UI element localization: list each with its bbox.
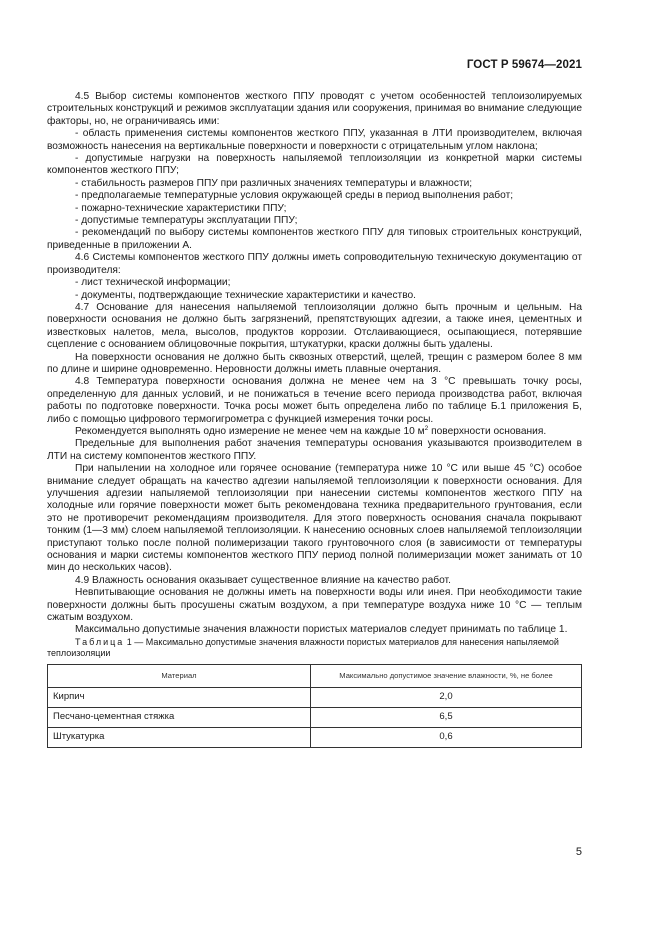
paragraph: Невпитывающие основания не должны иметь на поверхности воды или инея. При необходимости такие поверхности должны быть просушены сжатым воздухом, а при температуре воздуха ниже 10 °С — теплым сжатым воздухом. [47, 587, 582, 624]
table-header-row [48, 664, 582, 687]
material-cell: Кирпич [48, 687, 311, 707]
moisture-value-cell: 0,6 [311, 727, 582, 747]
paragraph-4-6: 4.6 Системы компонентов жесткого ППУ должны иметь сопроводительную техническую документацию от производителя: [47, 252, 582, 276]
document-body [47, 91, 582, 748]
paragraph-4-5: 4.5 Выбор системы компонентов жесткого ППУ проводят с учетом особенностей теплоизолируемых строительных конструкций и режимов эксплуатации здания или сооружения, принимая во внимание следующие факторы, но, не ограничиваясь ими: [47, 91, 582, 127]
list-item: - область применения системы компонентов жесткого ППУ, указанная в ЛТИ производителем, включая возможность нанесения на вертикальные поверхности и поверхности с отрицательным углом наклона; [47, 128, 582, 152]
table-row [48, 707, 582, 727]
list-item: - допустимые температуры эксплуатации ППУ; [75, 215, 298, 227]
paragraph-4-8: 4.8 Температура поверхности основания должна не менее чем на 3 °С превышать точку росы, определенную для данных условий, и не понижаться в течение всего периода производства работ, включая работы по подготовке поверхности. Точка росы может быть определена либо по таблице Б.1 приложения Б, либо с помощью цифрового термогигрометра с функцией измерения точки росы. [47, 376, 582, 425]
paragraph-4-7: 4.7 Основание для нанесения напыляемой теплоизоляции должно быть прочным и цельным. На поверхности основания не должно быть загрязнений, препятствующих адгезии, а также инея, цементных и известковых налетов, мела, высолов, продуктов коррозии. Отслаивающиеся, осыпающиеся, потерявшие сцепление с основанием облицовочные покрытия, штукатурки, краски должны быть удалены. [47, 301, 582, 351]
table-caption-label: Таблица [75, 636, 125, 647]
paragraph: Максимально допустимые значения влажности пористых материалов следует принимать по таблице 1. [75, 624, 568, 636]
table-row [48, 727, 582, 747]
column-header-moisture: Максимально допустимое значение влажности, %, не более [311, 664, 582, 687]
moisture-table [47, 664, 582, 748]
table-caption [47, 637, 582, 659]
material-cell: Песчано-цементная стяжка [48, 707, 311, 727]
list-item: - стабильность размеров ППУ при различных значениях температуры и влажности; [75, 177, 473, 189]
paragraph-4-9: 4.9 Влажность основания оказывает существенное влияние на качество работ. [75, 574, 451, 586]
page-number: 5 [575, 846, 582, 858]
measurement-text-end: поверхности основания. [428, 425, 547, 437]
superscript: 2 [424, 424, 429, 432]
paragraph: При напылении на холодное или горячее основание (температура ниже 10 °С или выше 45 °С) особое внимание следует обращать на качество адгезии напыляемой теплоизоляции к поверхности основания. Для улучшения адгезии напыляемой теплоизоляции при нанесении системы компонентов жесткого ППУ на холодные или горячие поверхности может быть рекомендована техника предварительного грунтования, если это не противоречит рекомендациям производителя. Для этого поверхность основания сначала покрывают тонким (1—3 мм) слоем напыляемой теплоизоляции. К нанесению основных слоев напыляемой теплоизоляции приступают только после полной полимеризации такого грунтовочного слоя (в зависимости от температуры основания и марки системы компонентов жесткого ППУ период полной полимеризации может занимать от 10 мин до нескольких часов). [47, 463, 582, 574]
measurement-text: Рекомендуется выполнять одно измерение не менее чем на каждые 10 м [75, 425, 425, 437]
list-item: - допустимые нагрузки на поверхность напыляемой теплоизоляции из конкретной марки системы компонентов жесткого ППУ; [47, 153, 582, 177]
paragraph: Предельные для выполнения работ значения температуры основания указываются производителем в ЛТИ на систему компонентов жесткого ППУ. [47, 438, 582, 462]
material-cell: Штукатурка [48, 727, 311, 747]
column-header-material: Материал [48, 664, 311, 687]
table-caption-text: 1 — Максимально допустимые значения влажности пористых материалов для нанесения напыляемой теплоизоляции [47, 636, 559, 658]
paragraph-measurement [47, 426, 582, 438]
list-item: - рекомендаций по выбору системы компонентов жесткого ППУ для типовых строительных конструкций, приведенные в приложении А. [47, 227, 582, 251]
paragraph: На поверхности основания не должно быть сквозных отверстий, щелей, трещин с размером более 8 мм по длине и ширине одновременно. Неровности должны иметь плавные очертания. [47, 351, 582, 375]
list-item: - документы, подтверждающие технические характеристики и качество. [75, 289, 416, 301]
list-item: - пожарно-технические характеристики ППУ; [75, 202, 287, 214]
document-code: ГОСТ Р 59674—2021 [466, 59, 582, 71]
table-row [48, 687, 582, 707]
moisture-value-cell: 6,5 [311, 707, 582, 727]
list-item: - предполагаемые температурные условия окружающей среды в период выполнения работ; [75, 190, 514, 202]
list-item: - лист технической информации; [75, 277, 231, 289]
moisture-value-cell: 2,0 [311, 687, 582, 707]
